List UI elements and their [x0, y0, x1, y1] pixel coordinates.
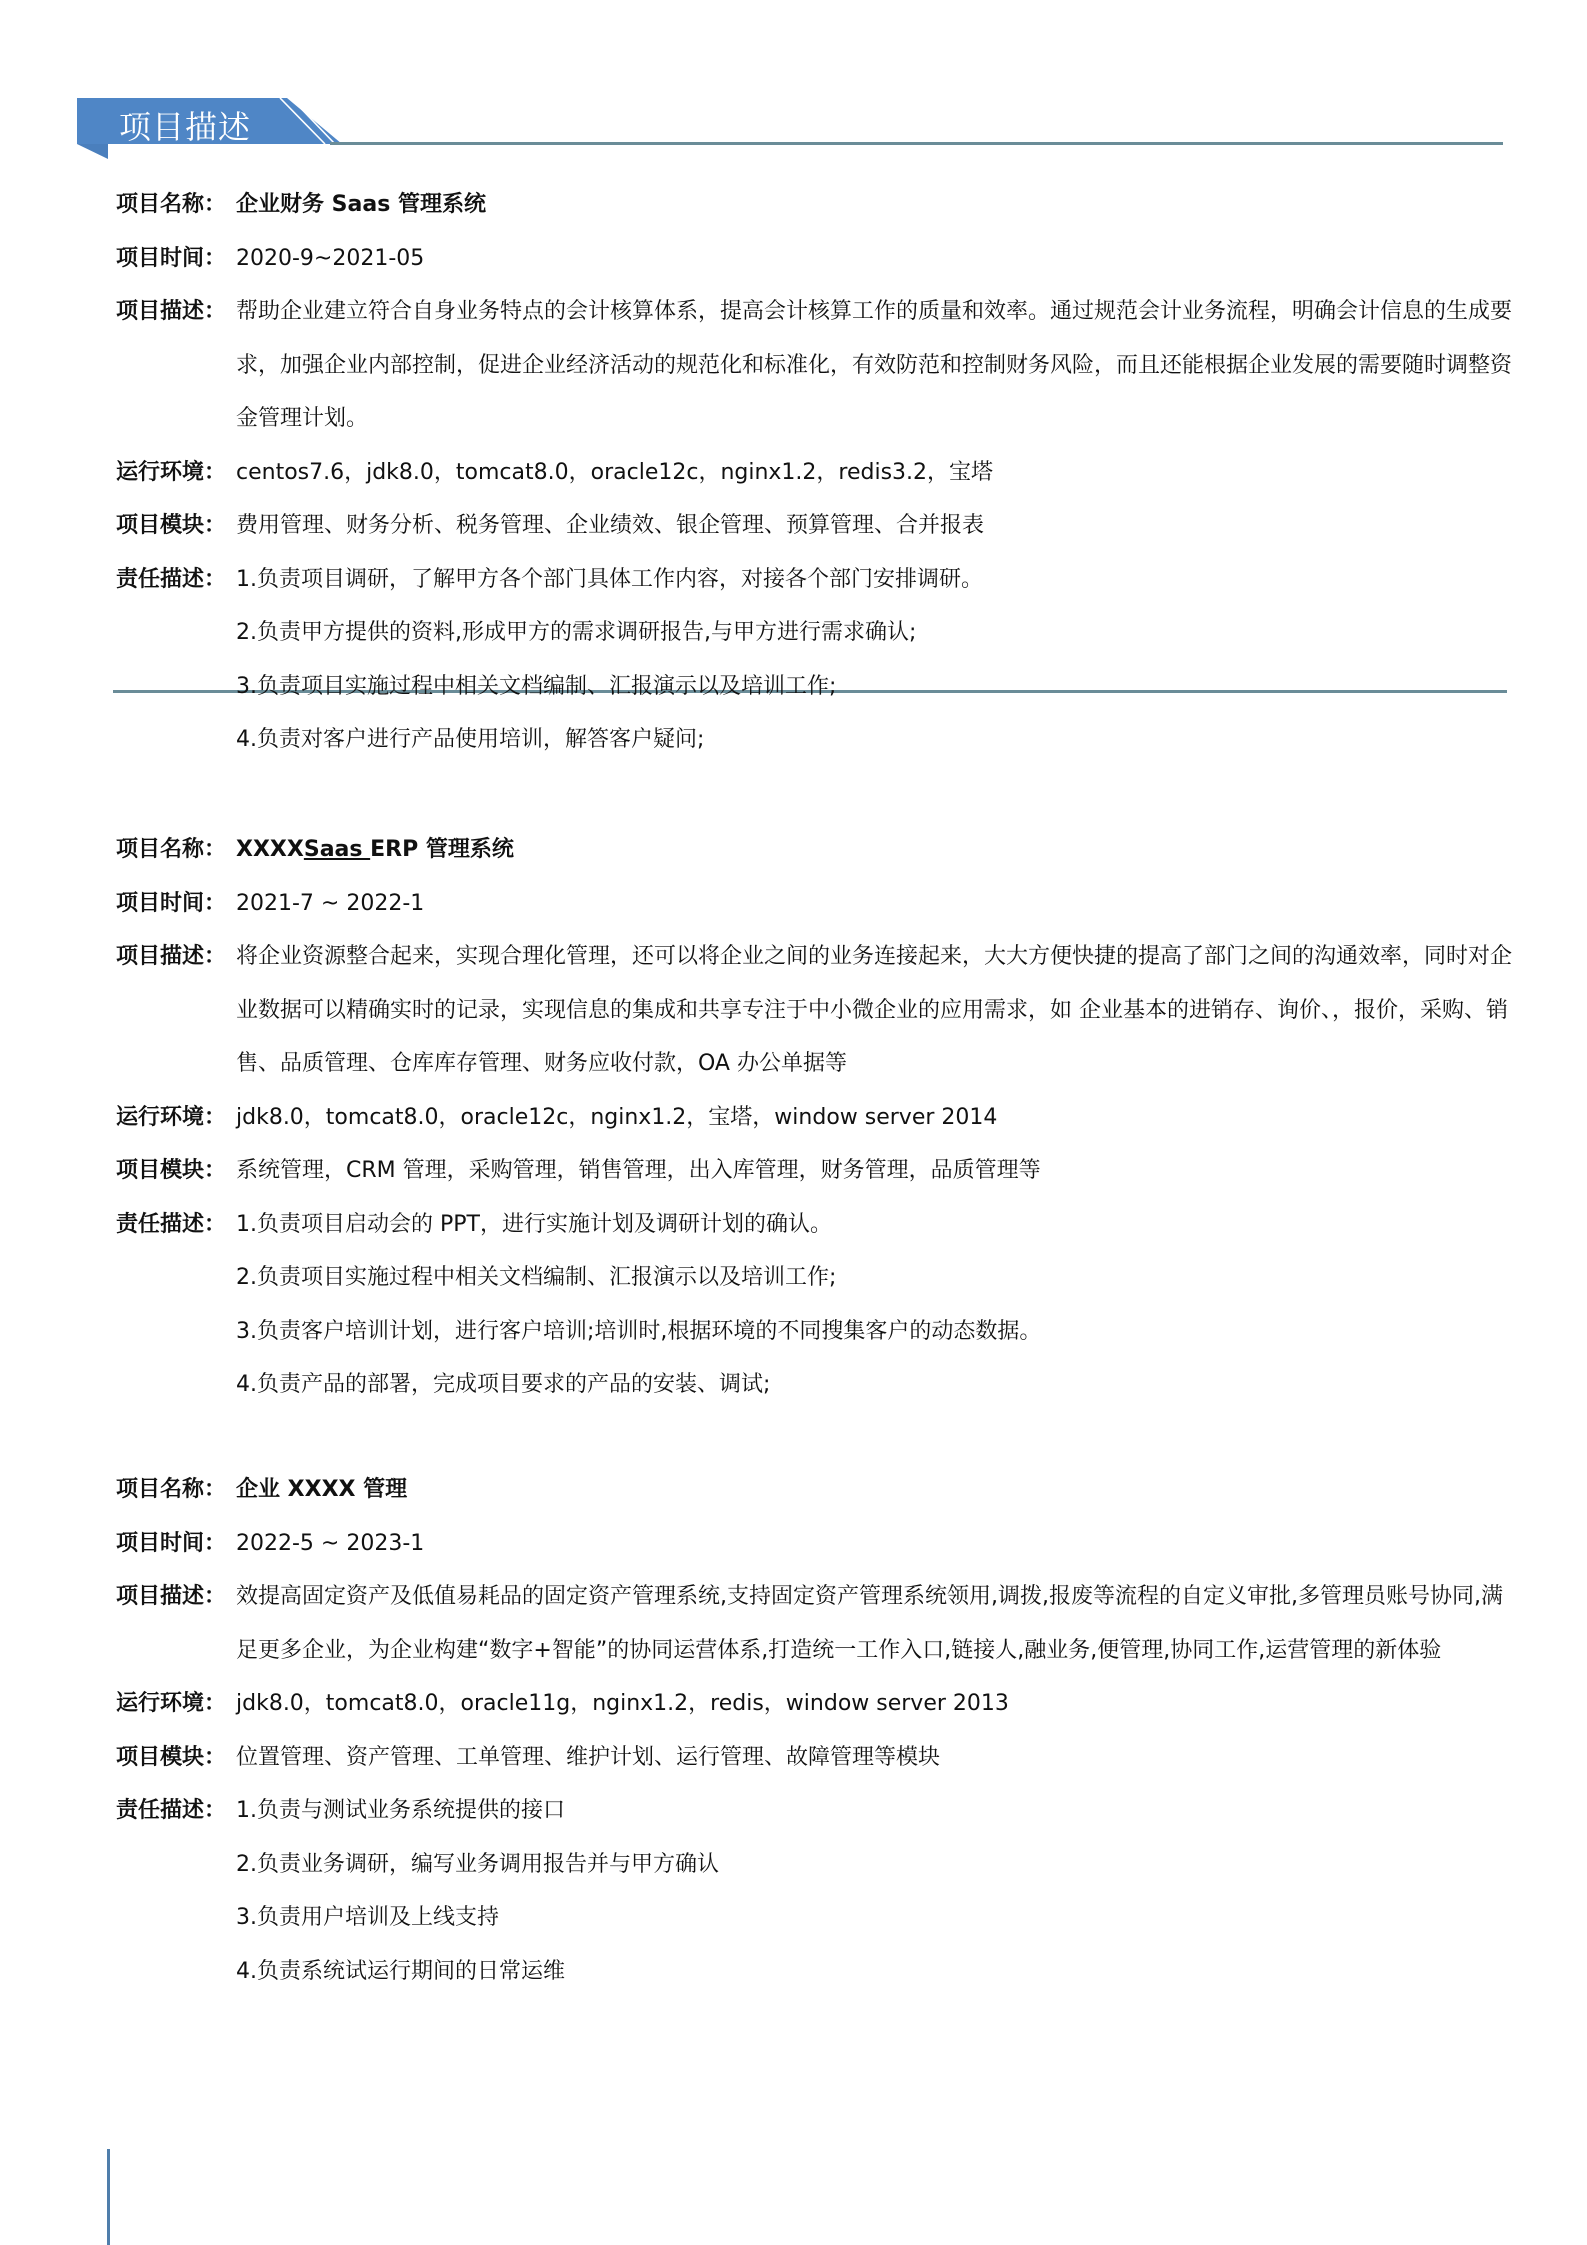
project-time: 2021-7 ~ 2022-1	[236, 890, 425, 916]
project-modules-row	[116, 499, 1516, 553]
field-label: 运行环境：	[116, 1691, 227, 1716]
project-entry	[116, 823, 1516, 1412]
project-environment: jdk8.0，tomcat8.0，oracle11g，nginx1.2，redis，window server 2013	[236, 1691, 1009, 1716]
field-label: 项目模块：	[116, 513, 227, 538]
project-name-row	[116, 1463, 1516, 1517]
project-environment-row	[116, 1677, 1516, 1731]
project-description: 帮助企业建立符合自身业务特点的会计核算体系，提高会计核算工作的质量和效率。通过规范会计业务流程，明确会计信息的生成要求，加强企业内部控制，促进企业经济活动的规范化和标准化，有效防范和控制财务风险，而且还能根据企业发展的需要随时调整资金管理计划。	[236, 299, 1513, 431]
field-label: 项目名称：	[116, 1477, 227, 1502]
duty-list	[236, 553, 1516, 767]
project-entry	[116, 1463, 1516, 1998]
project-description-row	[116, 1570, 1516, 1677]
project-name	[236, 823, 1516, 877]
field-label: 项目描述：	[116, 299, 227, 324]
duty-list	[236, 1198, 1516, 1412]
project-time: 2020-9~2021-05	[236, 245, 425, 271]
section-title: 项目描述	[119, 108, 252, 146]
project-time-row	[116, 1517, 1516, 1571]
duty-item: 4.负责系统试运行期间的日常运维	[236, 1958, 565, 1984]
project-description-row	[116, 285, 1516, 446]
field-label: 项目名称：	[116, 192, 227, 217]
project-duties-row	[116, 553, 1516, 767]
project-description: 将企业资源整合起来，实现合理化管理，还可以将企业之间的业务连接起来，大大方便快捷的提高了部门之间的沟通效率，同时对企业数据可以精确实时的记录，实现信息的集成和共享专注于中小微企业的应用需求，如 企业基本的进销存、询价、，报价，采购、销售、品质管理、仓库库存管理、财务应收付款，OA 办公单据等	[236, 944, 1513, 1076]
project-description-row	[116, 930, 1516, 1091]
duty-item: 4.负责对客户进行产品使用培训，解答客户疑问;	[236, 727, 705, 752]
project-environment: centos7.6，jdk8.0，tomcat8.0，oracle12c，nginx1.2，redis3.2，宝塔	[236, 459, 994, 485]
project-name-underlined: Saas	[303, 837, 371, 862]
duty-list	[236, 1784, 1516, 1998]
project-modules-row	[116, 1144, 1516, 1198]
field-label: 项目描述：	[116, 1584, 227, 1609]
project-name-prefix: XXXX	[236, 837, 304, 862]
section-banner	[77, 98, 347, 144]
field-label: 责任描述：	[116, 1211, 227, 1237]
project-time: 2022-5 ~ 2023-1	[236, 1530, 425, 1556]
field-label: 项目模块：	[116, 1744, 227, 1770]
field-label: 项目时间：	[116, 1530, 227, 1556]
duty-item: 1.负责与测试业务系统提供的接口	[236, 1798, 565, 1823]
duty-item: 3.负责用户培训及上线支持	[236, 1905, 499, 1930]
project-description: 效提高固定资产及低值易耗品的固定资产管理系统,支持固定资产管理系统领用,调拨,报废等流程的自定义审批,多管理员账号协同,满足更多企业，为企业构建“数字+智能”的协同运营体系,打造统一工作入口,链接人,融业务,便管理,协同工作,运营管理的新体验	[236, 1584, 1503, 1663]
vertical-rule	[107, 2149, 110, 2245]
project-time-row	[116, 232, 1516, 286]
project-entry	[116, 178, 1516, 767]
project-duties-row	[116, 1198, 1516, 1412]
duty-item: 2.负责甲方提供的资料,形成甲方的需求调研报告,与甲方进行需求确认;	[236, 620, 917, 645]
field-label: 项目时间：	[116, 245, 227, 271]
project-name: 企业 XXXX 管理	[236, 1477, 408, 1502]
project-environment-row	[116, 446, 1516, 500]
project-modules: 位置管理、资产管理、工单管理、维护计划、运行管理、故障管理等模块	[236, 1744, 941, 1770]
project-name: 企业财务 Saas 管理系统	[236, 192, 486, 217]
project-time-row	[116, 877, 1516, 931]
project-environment-row	[116, 1091, 1516, 1145]
section-divider	[330, 142, 1503, 145]
project-modules: 费用管理、财务分析、税务管理、企业绩效、银企管理、预算管理、合并报表	[236, 513, 985, 538]
duty-item: 2.负责业务调研，编写业务调用报告并与甲方确认	[236, 1851, 719, 1877]
project-name-row	[116, 178, 1516, 232]
field-label: 责任描述：	[116, 1798, 227, 1823]
field-label: 项目描述：	[116, 944, 227, 969]
duty-item: 2.负责项目实施过程中相关文档编制、汇报演示以及培训工作;	[236, 1265, 837, 1290]
field-label: 运行环境：	[116, 459, 227, 485]
field-label: 运行环境：	[116, 1104, 227, 1130]
field-label: 项目名称：	[116, 837, 227, 862]
project-duties-row	[116, 1784, 1516, 1998]
duty-item: 3.负责项目实施过程中相关文档编制、汇报演示以及培训工作;	[236, 673, 837, 699]
field-label: 责任描述：	[116, 566, 227, 592]
duty-item: 1.负责项目调研，了解甲方各个部门具体工作内容，对接各个部门安排调研。	[236, 566, 983, 592]
project-environment: jdk8.0，tomcat8.0，oracle12c，nginx1.2，宝塔，window server 2014	[236, 1104, 998, 1130]
project-name-suffix: ERP 管理系统	[370, 837, 514, 862]
duty-item: 1.负责项目启动会的 PPT，进行实施计划及调研计划的确认。	[236, 1211, 832, 1237]
field-label: 项目时间：	[116, 890, 227, 916]
project-modules-row	[116, 1731, 1516, 1785]
project-modules: 系统管理，CRM 管理，采购管理，销售管理，出入库管理，财务管理，品质管理等	[236, 1158, 1041, 1183]
project-name-row	[116, 823, 1516, 877]
duty-item: 4.负责产品的部署，完成项目要求的产品的安装、调试;	[236, 1372, 771, 1397]
duty-item: 3.负责客户培训计划，进行客户培训;培训时,根据环境的不同搜集客户的动态数据。	[236, 1318, 1042, 1344]
field-label: 项目模块：	[116, 1158, 227, 1183]
